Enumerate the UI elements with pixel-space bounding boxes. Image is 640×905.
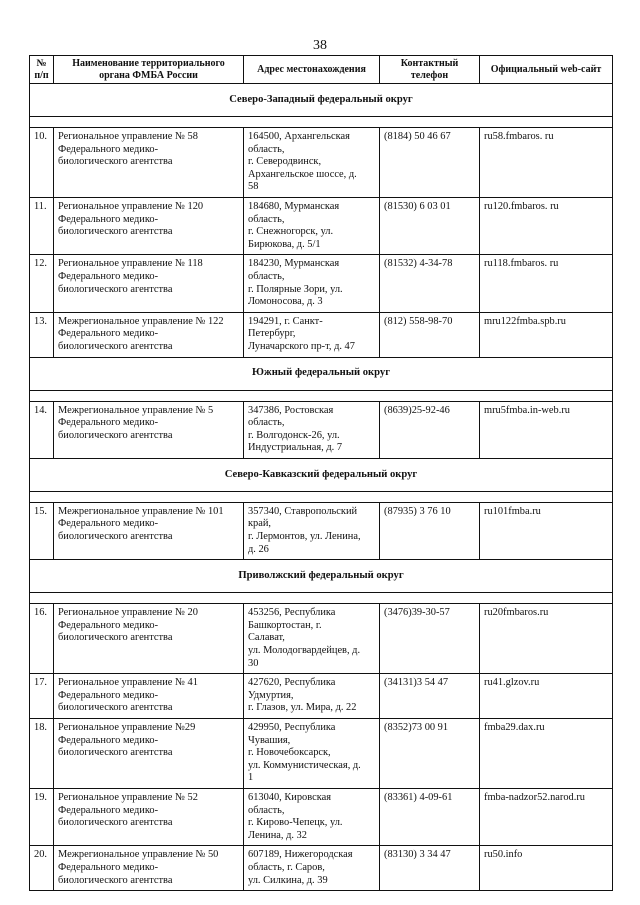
section-spacer <box>30 593 613 604</box>
header-name: Наименование территориального органа ФМБА России <box>54 56 244 84</box>
row-number: 17. <box>30 674 54 719</box>
office-name: Региональное управление №29 Федерального медико- биологического агентства <box>54 719 244 789</box>
office-phone: (83361) 4-09-61 <box>380 788 480 845</box>
row-number: 16. <box>30 604 54 674</box>
spacer-cell <box>30 117 613 128</box>
table-row <box>30 502 613 559</box>
office-website: ru50.info <box>480 846 613 891</box>
office-website: mru122fmba.spb.ru <box>480 312 613 357</box>
office-address: 347386, Ростовская область, г. Волгодонск-26, ул. Индустриальная, д. 7 <box>244 401 380 458</box>
office-address: 184230, Мурманская область, г. Полярные Зори, ул. Ломоносова, д. 3 <box>244 255 380 312</box>
district-heading: Приволжский федеральный округ <box>30 560 613 593</box>
office-phone: (83130) 3 34 47 <box>380 846 480 891</box>
header-num: № п/п <box>30 56 54 84</box>
office-phone: (81532) 4-34-78 <box>380 255 480 312</box>
office-address: 613040, Кировская область, г. Кирово-Чепецк, ул. Ленина, д. 32 <box>244 788 380 845</box>
table-row <box>30 788 613 845</box>
office-website: ru20fmbaros.ru <box>480 604 613 674</box>
table-row <box>30 674 613 719</box>
district-heading-row <box>30 357 613 390</box>
table-row <box>30 128 613 198</box>
office-website: mru5fmba.in-web.ru <box>480 401 613 458</box>
row-number: 14. <box>30 401 54 458</box>
header-phone: Контактный телефон <box>380 56 480 84</box>
office-website: ru41.glzov.ru <box>480 674 613 719</box>
office-website: ru118.fmbaros. ru <box>480 255 613 312</box>
office-phone: (812) 558-98-70 <box>380 312 480 357</box>
header-website: Официальный web-сайт <box>480 56 613 84</box>
district-heading-row <box>30 560 613 593</box>
table-header-row <box>30 56 613 84</box>
table-row <box>30 312 613 357</box>
office-address: 429950, Республика Чувашия, г. Новочебоксарск, ул. Коммунистическая, д. 1 <box>244 719 380 789</box>
row-number: 11. <box>30 197 54 254</box>
district-heading: Северо-Западный федеральный округ <box>30 84 613 117</box>
office-website: fmba-nadzor52.narod.ru <box>480 788 613 845</box>
table-row <box>30 719 613 789</box>
table-row <box>30 401 613 458</box>
district-heading-row <box>30 84 613 117</box>
office-address: 427620, Республика Удмуртия, г. Глазов, ул. Мира, д. 22 <box>244 674 380 719</box>
office-phone: (34131)3 54 47 <box>380 674 480 719</box>
office-phone: (87935) 3 76 10 <box>380 502 480 559</box>
office-phone: (8639)25-92-46 <box>380 401 480 458</box>
office-name: Межрегиональное управление № 5 Федерального медико- биологического агентства <box>54 401 244 458</box>
office-name: Региональное управление № 118 Федерального медико- биологического агентства <box>54 255 244 312</box>
office-name: Региональное управление № 52 Федерального медико- биологического агентства <box>54 788 244 845</box>
office-name: Региональное управление № 20 Федерального медико- биологического агентства <box>54 604 244 674</box>
office-address: 607189, Нижегородская область, г. Саров, ул. Силкина, д. 39 <box>244 846 380 891</box>
office-name: Межрегиональное управление № 50 Федерального медико- биологического агентства <box>54 846 244 891</box>
office-address: 194291, г. Санкт- Петербург, Луначарского пр-т, д. 47 <box>244 312 380 357</box>
office-phone: (8184) 50 46 67 <box>380 128 480 198</box>
row-number: 12. <box>30 255 54 312</box>
office-name: Региональное управление № 41 Федерального медико- биологического агентства <box>54 674 244 719</box>
office-website: fmba29.dax.ru <box>480 719 613 789</box>
district-heading-row <box>30 458 613 491</box>
office-address: 164500, Архангельская область, г. Северодвинск, Архангельское шоссе, д. 58 <box>244 128 380 198</box>
section-spacer <box>30 491 613 502</box>
table-row <box>30 197 613 254</box>
office-address: 453256, Республика Башкортостан, г. Салават, ул. Молодогвардейцев, д. 30 <box>244 604 380 674</box>
district-heading: Северо-Кавказский федеральный округ <box>30 458 613 491</box>
row-number: 10. <box>30 128 54 198</box>
office-address: 184680, Мурманская область, г. Снежногорск, ул. Бирюкова, д. 5/1 <box>244 197 380 254</box>
office-phone: (81530) 6 03 01 <box>380 197 480 254</box>
office-website: ru101fmba.ru <box>480 502 613 559</box>
table-row <box>30 604 613 674</box>
office-phone: (8352)73 00 91 <box>380 719 480 789</box>
spacer-cell <box>30 491 613 502</box>
table-row <box>30 255 613 312</box>
office-phone: (3476)39-30-57 <box>380 604 480 674</box>
district-heading: Южный федеральный округ <box>30 357 613 390</box>
office-website: ru58.fmbaros. ru <box>480 128 613 198</box>
spacer-cell <box>30 390 613 401</box>
office-name: Региональное управление № 120 Федерального медико- биологического агентства <box>54 197 244 254</box>
office-name: Региональное управление № 58 Федерального медико- биологического агентства <box>54 128 244 198</box>
section-spacer <box>30 117 613 128</box>
spacer-cell <box>30 593 613 604</box>
page-number: 38 <box>313 38 327 53</box>
table-body <box>30 84 613 891</box>
table-row <box>30 846 613 891</box>
row-number: 20. <box>30 846 54 891</box>
fmba-offices-table <box>29 55 613 891</box>
office-name: Межрегиональное управление № 122 Федерального медико- биологического агентства <box>54 312 244 357</box>
office-name: Межрегиональное управление № 101 Федерального медико- биологического агентства <box>54 502 244 559</box>
row-number: 15. <box>30 502 54 559</box>
office-website: ru120.fmbaros. ru <box>480 197 613 254</box>
section-spacer <box>30 390 613 401</box>
row-number: 18. <box>30 719 54 789</box>
row-number: 13. <box>30 312 54 357</box>
header-address: Адрес местонахождения <box>244 56 380 84</box>
office-address: 357340, Ставропольский край, г. Лермонтов, ул. Ленина, д. 26 <box>244 502 380 559</box>
row-number: 19. <box>30 788 54 845</box>
